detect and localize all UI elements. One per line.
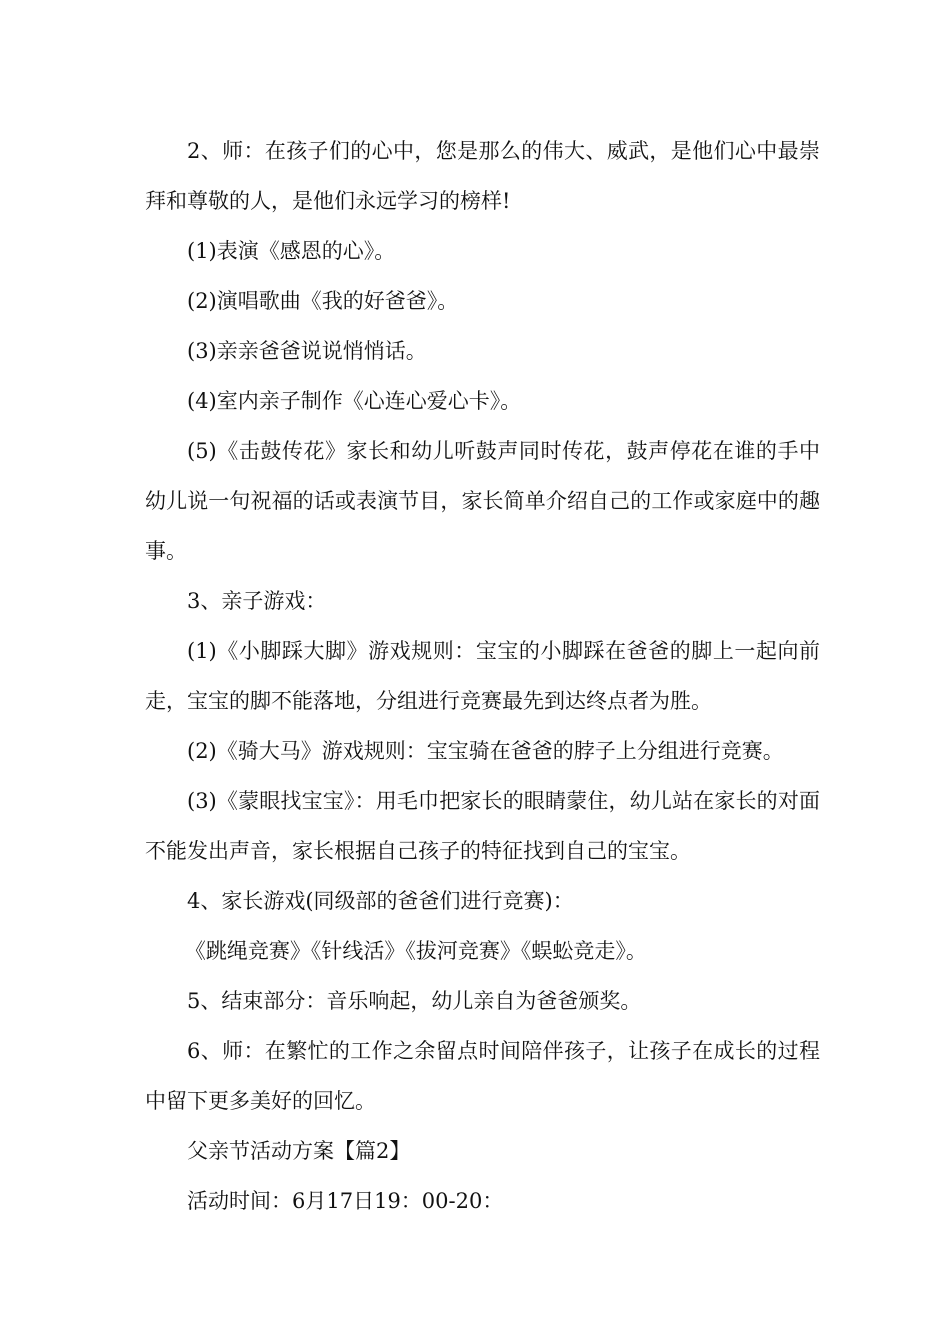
document-body bbox=[145, 126, 820, 1226]
paragraph-parent-games: 《跳绳竞赛》《针线活》《拔河竞赛》《蜈蚣竞走》。 bbox=[184, 939, 647, 963]
paragraph-section-4-heading: 4、家长游戏(同级部的爸爸们进行竞赛)： bbox=[187, 889, 574, 913]
paragraph-plan-2-title: 父亲节活动方案【篇2】 bbox=[187, 1139, 411, 1163]
paragraph-item-1-performance: (1)表演《感恩的心》。 bbox=[187, 239, 396, 263]
paragraph-game-2: (2)《骑大马》游戏规则：宝宝骑在爸爸的脖子上分组进行竞赛。 bbox=[187, 739, 784, 763]
paragraph-item-4-card: (4)室内亲子制作《心连心爱心卡》。 bbox=[187, 389, 522, 413]
paragraph-section-3-heading: 3、亲子游戏： bbox=[187, 589, 327, 613]
paragraph-game-3: (3)《蒙眼找宝宝》：用毛巾把家长的眼睛蒙住，幼儿站在家长的对面不能发出声音，家长根据自己孩子的特征找到自己的宝宝。 bbox=[145, 789, 820, 863]
paragraph-section-5-ending: 5、结束部分：音乐响起，幼儿亲自为爸爸颁奖。 bbox=[187, 989, 642, 1013]
paragraph-item-3-whisper: (3)亲亲爸爸说说悄悄话。 bbox=[187, 339, 427, 363]
paragraph-item-5-drum: (5)《击鼓传花》家长和幼儿听鼓声同时传花，鼓声停花在谁的手中幼儿说一句祝福的话或表演节目，家长简单介绍自己的工作或家庭中的趣事。 bbox=[145, 439, 820, 563]
paragraph-activity-time: 活动时间：6月17日19：00-20： bbox=[187, 1189, 504, 1213]
paragraph-item-2-song: (2)演唱歌曲《我的好爸爸》。 bbox=[187, 289, 459, 313]
paragraph-game-1: (1)《小脚踩大脚》游戏规则：宝宝的小脚踩在爸爸的脚上一起向前走，宝宝的脚不能落地，分组进行竞赛最先到达终点者为胜。 bbox=[145, 639, 820, 713]
paragraph-teacher-intro: 2、师：在孩子们的心中，您是那么的伟大、威武，是他们心中最崇拜和尊敬的人，是他们永远学习的榜样! bbox=[145, 139, 820, 213]
paragraph-section-6-teacher: 6、师：在繁忙的工作之余留点时间陪伴孩子，让孩子在成长的过程中留下更多美好的回忆。 bbox=[145, 1039, 820, 1113]
